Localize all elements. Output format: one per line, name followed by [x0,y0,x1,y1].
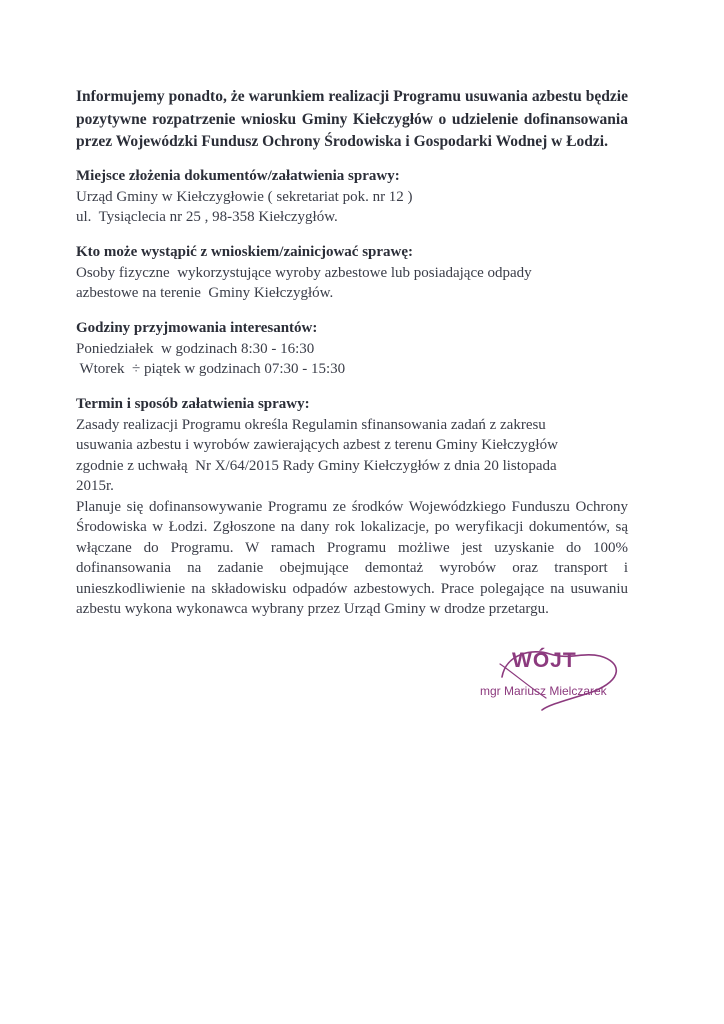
section-terms-heading: Termin i sposób załatwienia sprawy: [76,395,310,412]
section-who-heading: Kto może wystąpić z wnioskiem/zainicjować sprawę: [76,243,414,260]
stamp-title: WÓJT [512,649,577,672]
section-terms-line: Zasady realizacji Programu określa Regulamin sfinansowania zadań z zakresu [76,416,546,433]
section-terms [76,394,628,620]
section-terms-paragraph: Planuje się dofinansowywanie Programu ze środków Wojewódzkiego Funduszu Ochrony Środowiska w Łodzi. Zgłoszone na dany rok lokalizacje, po weryfikacji dokumentów, są włączane do Programu. W ramach Programu możliwe jest uzyskanie do 100% dofinansowania na zadanie obejmujące demontaż wyrobów oraz transport i unieszkodliwienie na składowisku odpadów azbestowych. Prace polegające na usuwaniu azbestu wykona wykonawca wybrany przez Urząd Gminy w drodze przetargu. [76,498,628,617]
section-place-line: ul. Tysiąclecia nr 25 , 98-358 Kiełczygłów. [76,209,338,225]
section-terms-line: 2015r. [76,478,114,494]
section-place-heading: Miejsce złożenia dokumentów/załatwienia sprawy: [76,167,400,184]
section-who-line: azbestowe na terenie Gminy Kiełczygłów. [76,285,334,301]
section-place-line: Urząd Gminy w Kiełczygłowie ( sekretariat pok. nr 12 ) [76,188,413,205]
document-page [76,86,628,620]
signature-stamp [472,642,652,712]
section-hours-line: Wtorek ÷ piątek w godzinach 07:30 - 15:30 [76,361,346,377]
section-hours [76,318,628,380]
section-hours-heading: Godziny przyjmowania interesantów: [76,319,318,336]
section-hours-line: Poniedziałek w godzinach 8:30 - 16:30 [76,340,315,357]
intro-paragraph: Informujemy ponadto, że warunkiem realizacji Programu usuwania azbestu będzie pozytywne rozpatrzenie wniosku Gminy Kiełczygłów o udzielenie dofinansowania przez Wojewódzki Fundusz Ochrony Środowiska i Gospodarki Wodnej w Łodzi. [76,88,628,150]
section-terms-line: zgodnie z uchwałą Nr X/64/2015 Rady Gminy Kiełczygłów z dnia 20 listopada [76,457,557,474]
section-who-line: Osoby fizyczne wykorzystujące wyroby azbestowe lub posiadające odpady [76,264,532,281]
section-terms-line: usuwania azbestu i wyrobów zawierających azbest z terenu Gminy Kiełczygłów [76,437,558,453]
stamp-name: mgr Mariusz Mielczarek [480,684,607,698]
section-place [76,166,628,228]
section-who [76,242,628,304]
